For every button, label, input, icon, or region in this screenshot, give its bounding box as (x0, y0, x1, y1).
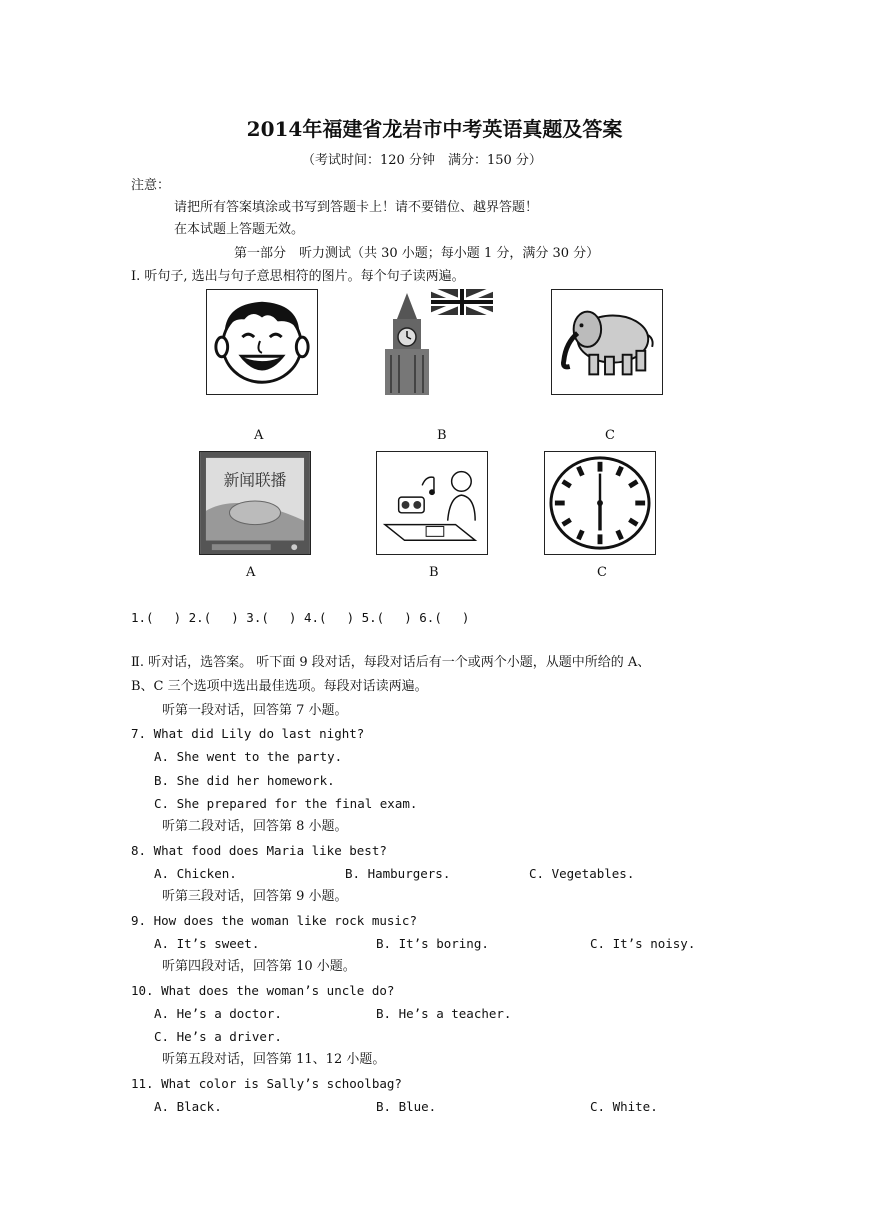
option-8b: B. Hamburgers. (345, 866, 451, 881)
option-10c: C. He’s a driver. (154, 1029, 282, 1044)
row1-label-a: A (254, 428, 264, 443)
picture-elephant (551, 289, 663, 395)
dialog-intro: 听第三段对话，回答第 9 小题。 (162, 889, 348, 904)
dialog-intro: 听第五段对话，回答第 11、12 小题。 (162, 1052, 386, 1067)
picture-tv-news (199, 451, 311, 555)
option-8a: A. Chicken. (154, 866, 237, 881)
section1-heading: Ⅰ. 听句子, 选出与句子意思相符的图片。每个句子读两遍。 (131, 269, 465, 284)
notice-line-2: 在本试题上答题无效。 (174, 222, 305, 237)
dialog-intro: 听第四段对话，回答第 10 小题。 (162, 959, 356, 974)
option-11c: C. White. (590, 1099, 658, 1114)
question-8: 8. What food does Maria like best? (131, 843, 387, 858)
option-10b: B. He’s a teacher. (376, 1006, 512, 1021)
tv-caption: 新闻联播 (223, 470, 287, 490)
picture-big-ben-uk-flag (381, 289, 493, 395)
option-9b: B. It’s boring. (376, 936, 489, 951)
section2-heading-line1: Ⅱ. 听对话，选答案。 听下面 9 段对话，每段对话后有一个或两个小题，从题中所给的 A、 (131, 655, 651, 670)
option-11b: B. Blue. (376, 1099, 437, 1114)
dialog-intro: 听第二段对话，回答第 8 小题。 (162, 819, 348, 834)
subtitle: （考试时间：120 分钟 满分：150 分） (302, 153, 542, 168)
dialog-intro: 听第一段对话，回答第 7 小题。 (162, 703, 348, 718)
row2-label-c: C (597, 565, 607, 580)
option-9a: A. It’s sweet. (154, 936, 260, 951)
question-7: 7. What did Lily do last night? (131, 726, 365, 741)
answer-blanks-1-6: 1.( ) 2.( ) 3.( ) 4.( ) 5.( ) 6.( ) (131, 610, 470, 625)
picture-smiling-boy (206, 289, 318, 395)
part1-heading: 第一部分 听力测试（共 30 小题；每小题 1 分，满分 30 分） (234, 246, 600, 261)
question-10: 10. What does the woman’s uncle do? (131, 983, 395, 998)
option-8c: C. Vegetables. (529, 866, 635, 881)
question-9: 9. How does the woman like rock music? (131, 913, 417, 928)
notice-label: 注意： (131, 178, 171, 193)
page-title: 2014年福建省龙岩市中考英语真题及答案 (246, 117, 623, 141)
option-7b: B. She did her homework. (154, 773, 335, 788)
row1-label-b: B (437, 428, 447, 443)
picture-clock-six (544, 451, 656, 555)
row2-label-b: B (429, 565, 439, 580)
question-11: 11. What color is Sally’s schoolbag? (131, 1076, 402, 1091)
section2-heading-line2: B、C 三个选项中选出最佳选项。每段对话读两遍。 (131, 679, 428, 694)
notice-line-1: 请把所有答案填涂或书写到答题卡上！请不要错位、越界答题！ (174, 200, 539, 215)
picture-boy-listening-music (376, 451, 488, 555)
option-11a: A. Black. (154, 1099, 222, 1114)
option-9c: C. It’s noisy. (590, 936, 696, 951)
option-10a: A. He’s a doctor. (154, 1006, 282, 1021)
row1-label-c: C (605, 428, 615, 443)
row2-label-a: A (246, 565, 256, 580)
option-7c: C. She prepared for the final exam. (154, 796, 418, 811)
option-7a: A. She went to the party. (154, 749, 343, 764)
